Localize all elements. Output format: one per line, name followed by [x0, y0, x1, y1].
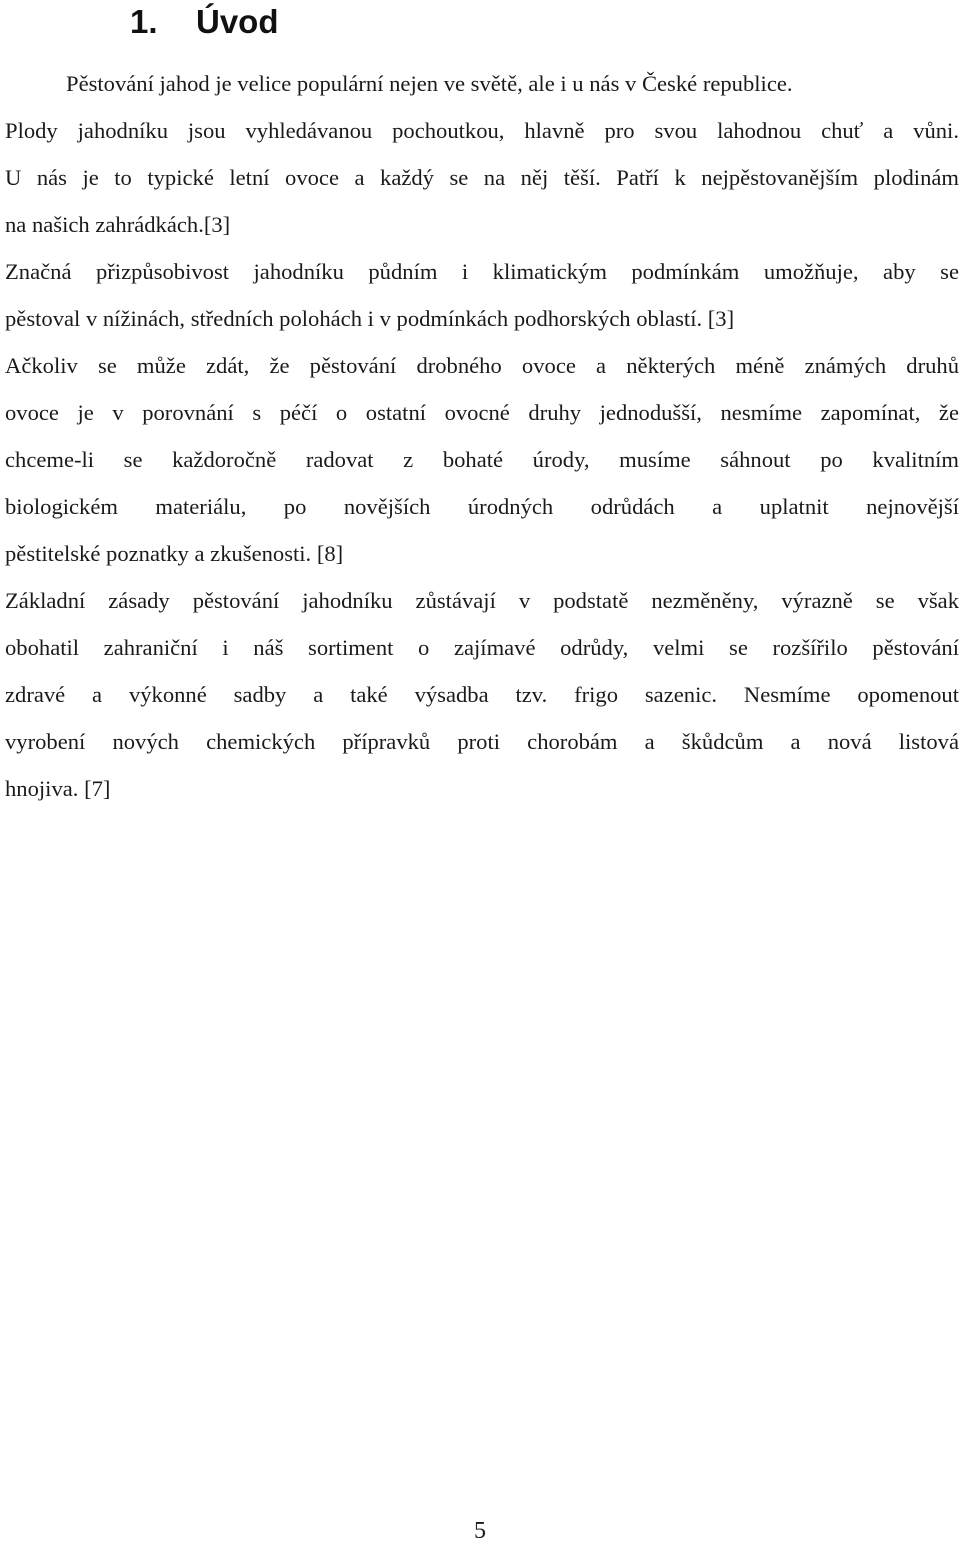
text-line: Pěstování jahod je velice populární nejen ve světě, ale i u nás v České republice.: [66, 71, 793, 96]
text-line: ovoce je v porovnání s péčí o ostatní ovocné druhy jednodušší, nesmíme zapomínat, že: [5, 400, 959, 425]
text-line: zdravé a výkonné sadby a také výsadba tzv. frigo sazenic. Nesmíme opomenout: [5, 682, 959, 707]
text-line: Značná přizpůsobivost jahodníku půdním i klimatickým podmínkám umožňuje, aby se: [5, 259, 959, 284]
chapter-number: 1.: [130, 3, 158, 40]
text-line: Základní zásady pěstování jahodníku zůstávají v podstatě nezměněny, výrazně se však: [5, 588, 959, 613]
text-line: chceme-li se každoročně radovat z bohaté úrody, musíme sáhnout po kvalitním: [5, 447, 959, 472]
text-line: vyrobení nových chemických přípravků proti chorobám a škůdcům a nová listová: [5, 729, 959, 754]
text-line: pěstoval v nížinách, středních polohách i v podmínkách podhorských oblastí. [3]: [5, 306, 735, 331]
text-line: na našich zahrádkách.[3]: [5, 212, 231, 237]
text-line: Ačkoliv se může zdát, že pěstování drobného ovoce a některých méně známých druhů: [5, 353, 959, 378]
text-line: U nás je to typické letní ovoce a každý se na něj těší. Patří k nejpěstovanějším plodinám: [5, 165, 959, 190]
text-line: Plody jahodníku jsou vyhledávanou pochoutkou, hlavně pro svou lahodnou chuť a vůni.: [5, 118, 959, 143]
text-line: pěstitelské poznatky a zkušenosti. [8]: [5, 541, 344, 566]
page-number: 5: [474, 1518, 486, 1544]
text-line: biologickém materiálu, po novějších úrodných odrůdách a uplatnit nejnovější: [5, 494, 959, 519]
chapter-title: Úvod: [196, 3, 279, 40]
chapter-heading: [130, 2, 279, 42]
text-line: obohatil zahraniční i náš sortiment o zajímavé odrůdy, velmi se rozšířilo pěstování: [5, 635, 959, 660]
body-text: [5, 60, 959, 812]
text-line: hnojiva. [7]: [5, 776, 111, 801]
